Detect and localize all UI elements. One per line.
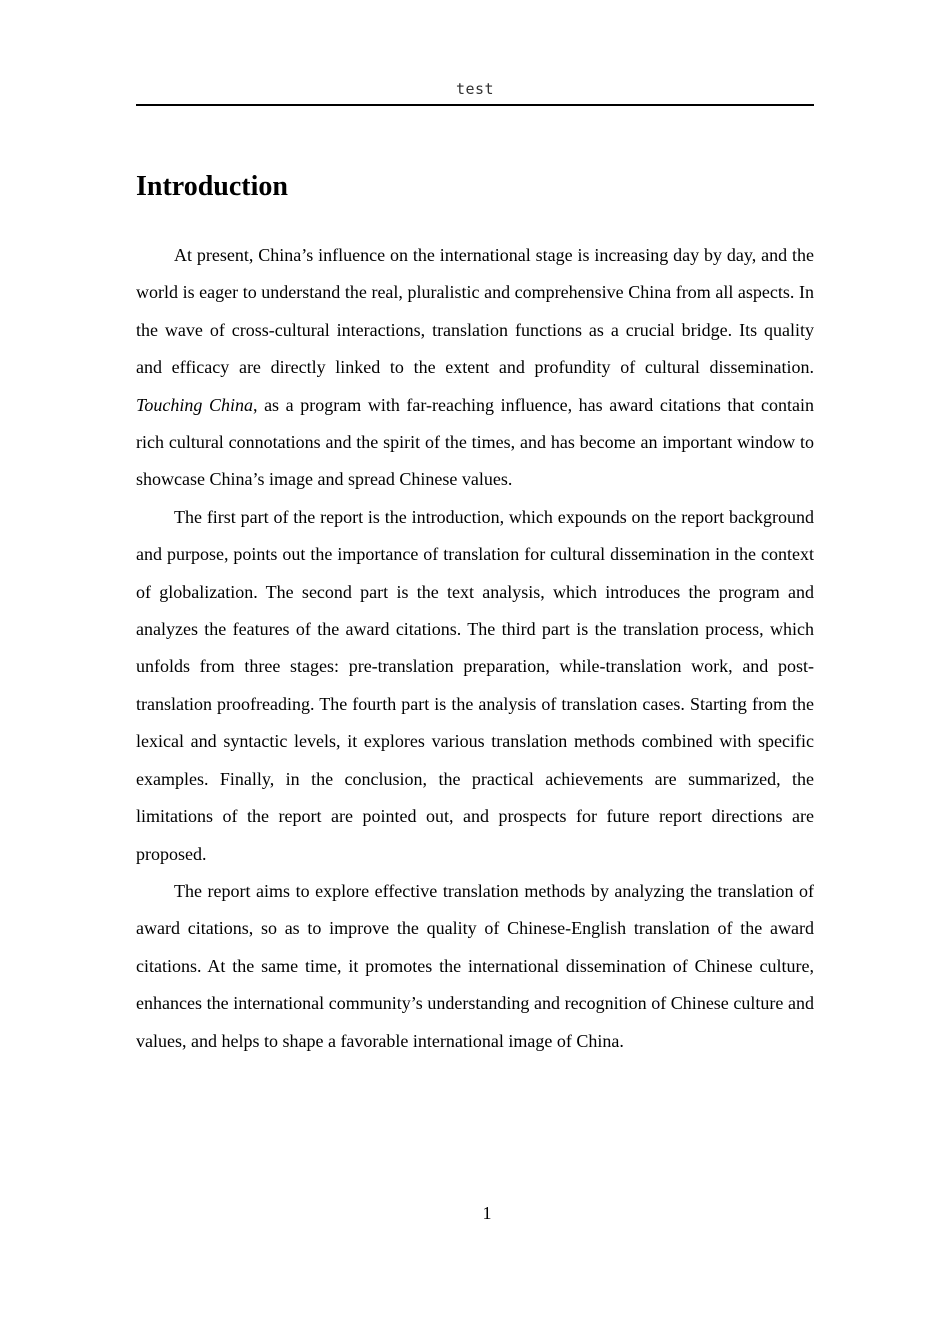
section-title: Introduction xyxy=(136,171,288,202)
paragraph-3: The report aims to explore effective translation methods by analyzing the translation of award citations, so as to improve the quality of Chinese-English translation of the award citations. At the same time, it promotes the international dissemination of Chinese culture, enhances the international community’s understanding and recognition of Chinese culture and values, and helps to shape a favorable international image of China. xyxy=(136,880,814,1051)
body-text xyxy=(136,237,814,1060)
header-rule xyxy=(136,104,814,106)
paragraph-1-text-a: At present, China’s influence on the international stage is increasing day by day, and the world is eager to understand the real, pluralistic and comprehensive China from all aspects. In the wave of cross-cultural interactions, translation functions as a crucial bridge. Its quality and efficacy are directly linked to the extent and profundity of cultural dissemination. xyxy=(136,245,814,378)
paragraph-2: The first part of the report is the introduction, which expounds on the report background and purpose, points out the importance of translation for cultural dissemination in the context of globalization. The second part is the text analysis, which introduces the program and analyzes the features of the award citations. The third part is the translation process, which unfolds from three stages: pre-translation preparation, while-translation work, and post-translation proofreading. The fourth part is the analysis of translation cases. Starting from the lexical and syntactic levels, it explores various translation methods combined with specific examples. Finally, in the conclusion, the practical achievements are summarized, the limitations of the report are pointed out, and prospects for future report directions are proposed. xyxy=(136,506,814,864)
running-header: test xyxy=(455,80,495,98)
paragraph-1-text-b: , as a program with far-reaching influence, has award citations that contain rich cultural connotations and the spirit of the times, and has become an important window to showcase China’s image and spread Chinese values. xyxy=(136,394,814,490)
program-title-italic: Touching China xyxy=(136,394,253,415)
page-number: 1 xyxy=(482,1203,492,1223)
paragraph-1 xyxy=(136,237,814,499)
